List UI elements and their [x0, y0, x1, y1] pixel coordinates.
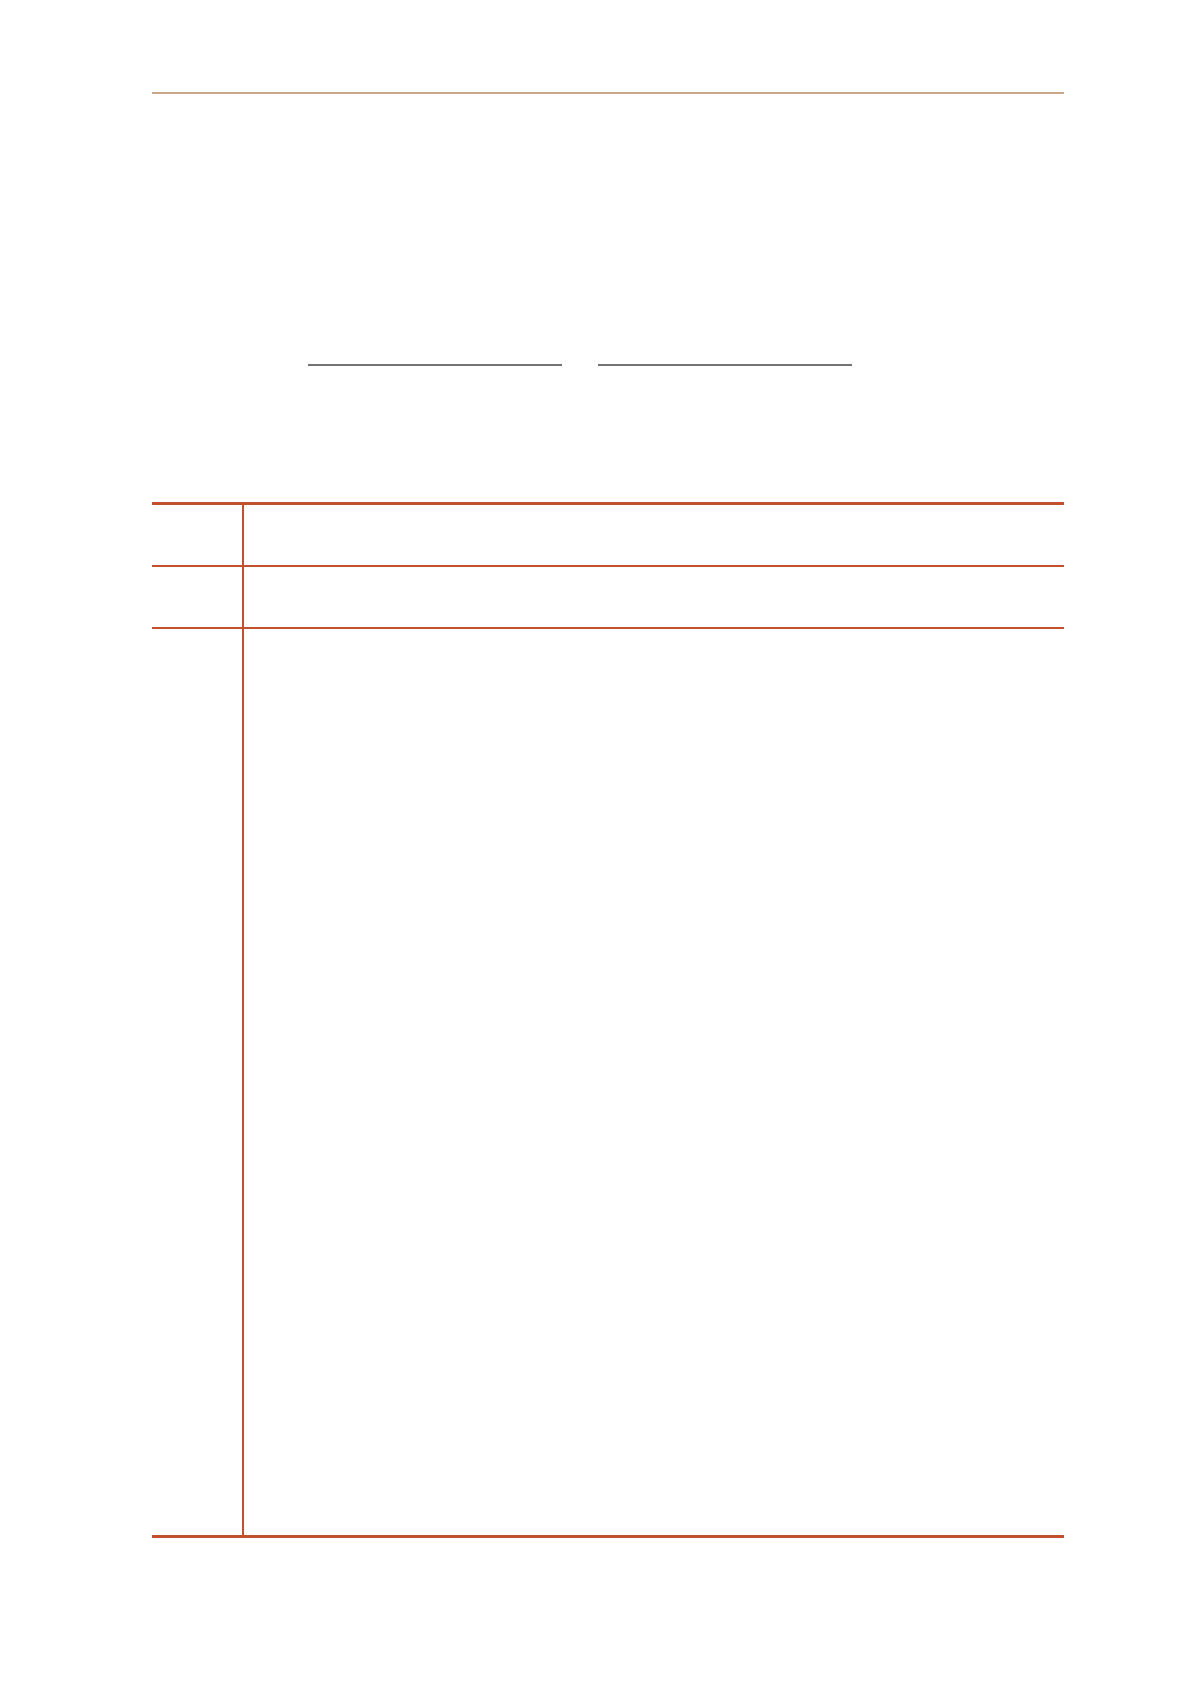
table-bottom-rule [152, 1535, 1064, 1538]
two-tails-curve [300, 180, 852, 365]
table-top-rule [152, 502, 1064, 505]
title-rule [152, 92, 1064, 94]
one-tail-curve [300, 180, 562, 365]
table-title [152, 36, 317, 62]
distribution-figures [300, 180, 860, 380]
two-tails-header-rule [152, 627, 1064, 629]
one-tail-header-rule [152, 565, 1064, 567]
df-column-divider [242, 502, 244, 1538]
